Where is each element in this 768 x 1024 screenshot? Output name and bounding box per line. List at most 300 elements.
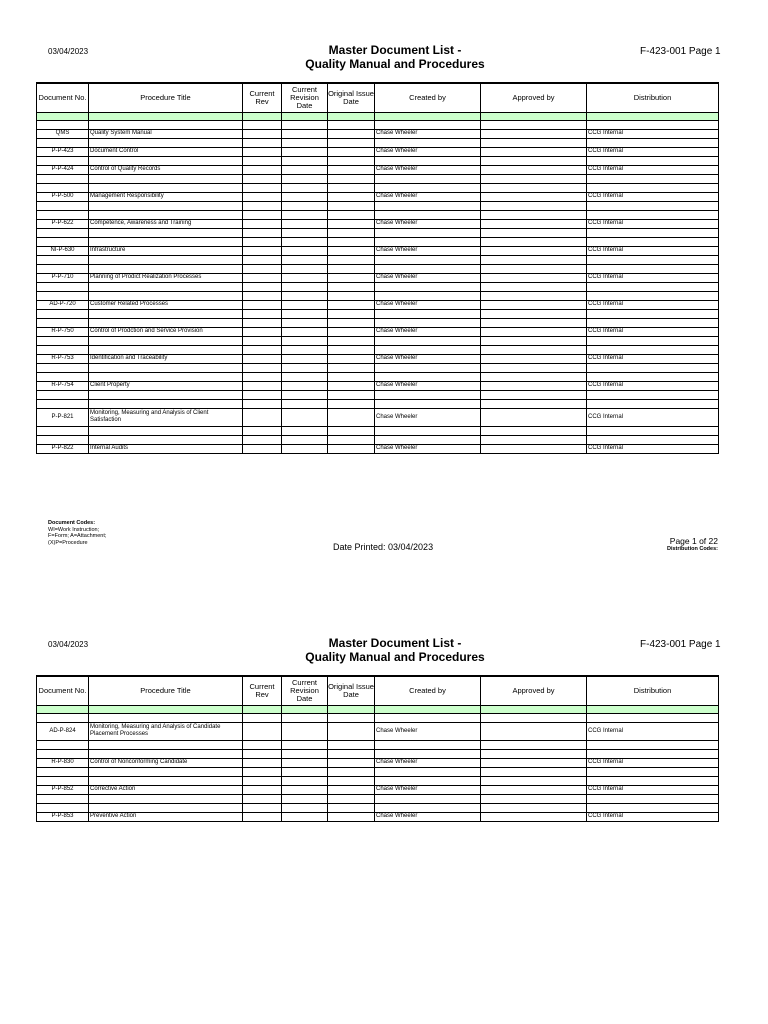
empty-cell xyxy=(89,705,243,713)
empty-cell xyxy=(89,740,243,749)
revision-date xyxy=(282,785,328,794)
empty-cell xyxy=(587,201,719,210)
spacer-row xyxy=(37,767,719,776)
empty-cell xyxy=(243,255,282,264)
empty-cell xyxy=(375,318,481,327)
col-header-distribution: Distribution xyxy=(587,83,719,112)
table-row xyxy=(37,273,719,282)
current-rev xyxy=(243,147,282,156)
empty-cell xyxy=(89,291,243,300)
empty-cell xyxy=(89,112,243,120)
distribution: CCG Internal xyxy=(587,758,719,767)
empty-cell xyxy=(587,713,719,722)
empty-cell xyxy=(243,112,282,120)
empty-cell xyxy=(481,399,587,408)
empty-cell xyxy=(328,201,375,210)
empty-cell xyxy=(282,749,328,758)
empty-cell xyxy=(37,174,89,183)
procedure-title: Client Property xyxy=(89,381,243,390)
codes-line: (X)P=Procedure xyxy=(48,539,88,546)
empty-cell xyxy=(328,336,375,345)
empty-cell xyxy=(375,705,481,713)
created-by: Chase Wheeler xyxy=(375,219,481,228)
form-id: F-423-001 Page 1 xyxy=(640,639,721,650)
spacer-row xyxy=(37,174,719,183)
empty-cell xyxy=(587,390,719,399)
title-line-1: Master Document List - xyxy=(328,636,462,650)
created-by: Chase Wheeler xyxy=(375,785,481,794)
revision-date xyxy=(282,444,328,453)
distribution: CCG Internal xyxy=(587,722,719,740)
empty-cell xyxy=(243,399,282,408)
empty-cell xyxy=(282,390,328,399)
revision-date xyxy=(282,408,328,426)
empty-cell xyxy=(375,112,481,120)
current-rev xyxy=(243,129,282,138)
empty-cell xyxy=(328,156,375,165)
empty-cell xyxy=(481,237,587,246)
empty-cell xyxy=(375,282,481,291)
empty-cell xyxy=(375,767,481,776)
empty-cell xyxy=(375,174,481,183)
distribution: CCG Internal xyxy=(587,273,719,282)
empty-cell xyxy=(243,282,282,291)
procedure-title: Customer Related Processes xyxy=(89,300,243,309)
empty-cell xyxy=(587,264,719,273)
created-by: Chase Wheeler xyxy=(375,444,481,453)
empty-cell xyxy=(328,255,375,264)
empty-cell xyxy=(328,776,375,785)
empty-cell xyxy=(243,794,282,803)
current-rev xyxy=(243,722,282,740)
empty-cell xyxy=(282,255,328,264)
distribution: CCG Internal xyxy=(587,812,719,821)
empty-cell xyxy=(587,336,719,345)
empty-cell xyxy=(375,228,481,237)
revision-date xyxy=(282,812,328,821)
empty-cell xyxy=(481,390,587,399)
document-table xyxy=(36,675,719,822)
distribution: CCG Internal xyxy=(587,246,719,255)
doc-number: AD-P-824 xyxy=(37,722,89,740)
empty-cell xyxy=(375,183,481,192)
form-id: F-423-001 Page 1 xyxy=(640,46,721,57)
revision-date xyxy=(282,354,328,363)
empty-cell xyxy=(282,399,328,408)
spacer-row xyxy=(37,183,719,192)
spacer-row xyxy=(37,237,719,246)
created-by: Chase Wheeler xyxy=(375,273,481,282)
title-line-2: Quality Manual and Procedures xyxy=(305,650,485,664)
issue-date xyxy=(328,812,375,821)
table-row xyxy=(37,408,719,426)
title-line-1: Master Document List - xyxy=(328,43,462,57)
empty-cell xyxy=(328,112,375,120)
document-codes xyxy=(48,520,106,546)
approved-by xyxy=(481,147,587,156)
revision-date xyxy=(282,300,328,309)
empty-cell xyxy=(282,713,328,722)
created-by: Chase Wheeler xyxy=(375,246,481,255)
empty-cell xyxy=(328,363,375,372)
revision-date xyxy=(282,273,328,282)
empty-cell xyxy=(375,435,481,444)
doc-number: P-P-622 xyxy=(37,219,89,228)
spacer-row xyxy=(37,210,719,219)
empty-cell xyxy=(243,174,282,183)
empty-cell xyxy=(243,426,282,435)
empty-cell xyxy=(587,183,719,192)
col-header-issue-date: Original Issue Date xyxy=(328,676,375,705)
spacer-row xyxy=(37,201,719,210)
empty-cell xyxy=(37,318,89,327)
empty-cell xyxy=(37,112,89,120)
header-row xyxy=(37,83,719,112)
empty-cell xyxy=(587,210,719,219)
approved-by xyxy=(481,408,587,426)
empty-cell xyxy=(328,318,375,327)
spacer-row xyxy=(37,282,719,291)
table-body-2 xyxy=(37,705,719,821)
empty-cell xyxy=(282,336,328,345)
empty-cell xyxy=(243,390,282,399)
empty-cell xyxy=(89,426,243,435)
procedure-title: Planning of Prodict Realization Processes xyxy=(89,273,243,282)
revision-date xyxy=(282,327,328,336)
empty-cell xyxy=(587,767,719,776)
empty-cell xyxy=(37,201,89,210)
distribution: CCG Internal xyxy=(587,327,719,336)
col-header-doc-no: Document No. xyxy=(37,83,89,112)
empty-cell xyxy=(587,372,719,381)
empty-cell xyxy=(282,776,328,785)
empty-cell xyxy=(89,237,243,246)
codes-line: WI=Work Instruction; xyxy=(48,526,100,533)
empty-cell xyxy=(481,282,587,291)
empty-cell xyxy=(243,705,282,713)
distribution: CCG Internal xyxy=(587,192,719,201)
header-date: 03/04/2023 xyxy=(48,640,89,649)
col-header-title: Procedure Title xyxy=(89,83,243,112)
issue-date xyxy=(328,300,375,309)
current-rev xyxy=(243,327,282,336)
spacer-row xyxy=(37,776,719,785)
spacer-row xyxy=(37,363,719,372)
col-header-doc-no: Document No. xyxy=(37,676,89,705)
col-header-created-by: Created by xyxy=(375,83,481,112)
empty-cell xyxy=(89,749,243,758)
date-printed: Date Printed: 03/04/2023 xyxy=(333,542,434,552)
empty-cell xyxy=(481,264,587,273)
empty-cell xyxy=(587,112,719,120)
col-header-title: Procedure Title xyxy=(89,676,243,705)
empty-cell xyxy=(89,201,243,210)
empty-cell xyxy=(37,264,89,273)
empty-cell xyxy=(587,138,719,147)
approved-by xyxy=(481,192,587,201)
procedure-title: Infrastructure xyxy=(89,246,243,255)
empty-cell xyxy=(282,318,328,327)
doc-number: P-P-423 xyxy=(37,147,89,156)
empty-cell xyxy=(37,435,89,444)
empty-cell xyxy=(89,120,243,129)
current-rev xyxy=(243,785,282,794)
revision-date xyxy=(282,192,328,201)
issue-date xyxy=(328,129,375,138)
empty-cell xyxy=(587,749,719,758)
doc-number: P-P-500 xyxy=(37,192,89,201)
distribution: CCG Internal xyxy=(587,147,719,156)
table-row xyxy=(37,129,719,138)
empty-cell xyxy=(89,183,243,192)
empty-cell xyxy=(375,309,481,318)
empty-cell xyxy=(481,776,587,785)
empty-cell xyxy=(375,776,481,785)
empty-cell xyxy=(375,390,481,399)
table-row xyxy=(37,246,719,255)
issue-date xyxy=(328,381,375,390)
created-by: Chase Wheeler xyxy=(375,300,481,309)
doc-number: P-P-821 xyxy=(37,408,89,426)
issue-date xyxy=(328,785,375,794)
empty-cell xyxy=(89,713,243,722)
empty-cell xyxy=(282,291,328,300)
empty-cell xyxy=(481,138,587,147)
empty-cell xyxy=(282,740,328,749)
spacer-row xyxy=(37,372,719,381)
empty-cell xyxy=(328,120,375,129)
page-count: Page 1 of 22 xyxy=(669,536,718,546)
empty-cell xyxy=(89,794,243,803)
distribution: CCG Internal xyxy=(587,785,719,794)
approved-by xyxy=(481,246,587,255)
empty-cell xyxy=(587,794,719,803)
approved-by xyxy=(481,165,587,174)
empty-cell xyxy=(89,228,243,237)
empty-cell xyxy=(243,264,282,273)
spacer-row xyxy=(37,255,719,264)
document-title xyxy=(230,43,560,71)
empty-cell xyxy=(89,318,243,327)
doc-number: QMS xyxy=(37,129,89,138)
doc-number: R-P-830 xyxy=(37,758,89,767)
empty-cell xyxy=(282,282,328,291)
empty-cell xyxy=(282,435,328,444)
empty-cell xyxy=(282,803,328,812)
empty-cell xyxy=(375,120,481,129)
empty-cell xyxy=(481,435,587,444)
empty-cell xyxy=(375,291,481,300)
empty-cell xyxy=(282,138,328,147)
empty-cell xyxy=(37,399,89,408)
created-by: Chase Wheeler xyxy=(375,129,481,138)
approved-by xyxy=(481,129,587,138)
empty-cell xyxy=(375,426,481,435)
empty-cell xyxy=(37,237,89,246)
empty-cell xyxy=(375,749,481,758)
empty-cell xyxy=(587,237,719,246)
empty-cell xyxy=(587,363,719,372)
empty-cell xyxy=(243,363,282,372)
empty-cell xyxy=(37,794,89,803)
approved-by xyxy=(481,273,587,282)
empty-cell xyxy=(481,210,587,219)
empty-cell xyxy=(243,740,282,749)
empty-cell xyxy=(243,291,282,300)
empty-cell xyxy=(328,138,375,147)
empty-cell xyxy=(282,264,328,273)
empty-cell xyxy=(587,399,719,408)
empty-cell xyxy=(481,705,587,713)
empty-cell xyxy=(89,210,243,219)
approved-by xyxy=(481,758,587,767)
empty-cell xyxy=(375,336,481,345)
empty-cell xyxy=(37,291,89,300)
empty-cell xyxy=(481,318,587,327)
empty-cell xyxy=(375,237,481,246)
empty-cell xyxy=(243,803,282,812)
created-by: Chase Wheeler xyxy=(375,722,481,740)
empty-cell xyxy=(587,705,719,713)
empty-cell xyxy=(375,713,481,722)
empty-cell xyxy=(328,426,375,435)
empty-cell xyxy=(375,345,481,354)
empty-cell xyxy=(328,767,375,776)
spacer-row xyxy=(37,336,719,345)
empty-cell xyxy=(243,749,282,758)
issue-date xyxy=(328,354,375,363)
empty-cell xyxy=(243,345,282,354)
spacer-row xyxy=(37,228,719,237)
spacer-row xyxy=(37,794,719,803)
doc-number: AD-P-720 xyxy=(37,300,89,309)
empty-cell xyxy=(89,156,243,165)
empty-cell xyxy=(481,794,587,803)
empty-cell xyxy=(89,803,243,812)
distribution: CCG Internal xyxy=(587,408,719,426)
empty-cell xyxy=(328,174,375,183)
approved-by xyxy=(481,354,587,363)
empty-cell xyxy=(328,372,375,381)
empty-cell xyxy=(89,363,243,372)
empty-cell xyxy=(282,237,328,246)
doc-number: P-P-852 xyxy=(37,785,89,794)
table-row xyxy=(37,812,719,821)
table-row xyxy=(37,354,719,363)
approved-by xyxy=(481,300,587,309)
empty-cell xyxy=(587,345,719,354)
empty-cell xyxy=(587,776,719,785)
col-header-rev-date: Current Revision Date xyxy=(282,83,328,112)
empty-cell xyxy=(375,156,481,165)
spacer-row xyxy=(37,309,719,318)
spacer-row xyxy=(37,138,719,147)
empty-cell xyxy=(587,282,719,291)
empty-cell xyxy=(243,318,282,327)
highlight-row xyxy=(37,705,719,713)
issue-date xyxy=(328,246,375,255)
empty-cell xyxy=(481,309,587,318)
empty-cell xyxy=(89,138,243,147)
revision-date xyxy=(282,219,328,228)
procedure-title: Management Responsibility xyxy=(89,192,243,201)
empty-cell xyxy=(328,264,375,273)
empty-cell xyxy=(587,174,719,183)
empty-cell xyxy=(375,138,481,147)
empty-cell xyxy=(89,174,243,183)
empty-cell xyxy=(282,201,328,210)
empty-cell xyxy=(243,156,282,165)
empty-cell xyxy=(37,282,89,291)
empty-cell xyxy=(481,156,587,165)
empty-cell xyxy=(481,112,587,120)
empty-cell xyxy=(37,138,89,147)
empty-cell xyxy=(328,210,375,219)
empty-cell xyxy=(328,399,375,408)
empty-cell xyxy=(89,767,243,776)
spacer-row xyxy=(37,713,719,722)
current-rev xyxy=(243,812,282,821)
created-by: Chase Wheeler xyxy=(375,165,481,174)
procedure-title: Control of Nonconforming Candidate xyxy=(89,758,243,767)
empty-cell xyxy=(89,399,243,408)
empty-cell xyxy=(328,749,375,758)
created-by: Chase Wheeler xyxy=(375,354,481,363)
issue-date xyxy=(328,219,375,228)
spacer-row xyxy=(37,426,719,435)
empty-cell xyxy=(243,309,282,318)
procedure-title: Preventive Action xyxy=(89,812,243,821)
col-header-approved-by: Approved by xyxy=(481,83,587,112)
table-row xyxy=(37,785,719,794)
empty-cell xyxy=(375,740,481,749)
empty-cell xyxy=(375,264,481,273)
created-by: Chase Wheeler xyxy=(375,147,481,156)
empty-cell xyxy=(37,803,89,812)
empty-cell xyxy=(375,803,481,812)
issue-date xyxy=(328,444,375,453)
empty-cell xyxy=(89,776,243,785)
empty-cell xyxy=(37,183,89,192)
issue-date xyxy=(328,165,375,174)
empty-cell xyxy=(37,372,89,381)
spacer-row xyxy=(37,390,719,399)
empty-cell xyxy=(375,794,481,803)
spacer-row xyxy=(37,264,719,273)
table-row xyxy=(37,381,719,390)
doc-number: P-P-424 xyxy=(37,165,89,174)
doc-number: R-P-753 xyxy=(37,354,89,363)
empty-cell xyxy=(481,740,587,749)
empty-cell xyxy=(243,120,282,129)
empty-cell xyxy=(37,713,89,722)
spacer-row xyxy=(37,120,719,129)
distribution: CCG Internal xyxy=(587,444,719,453)
distribution: CCG Internal xyxy=(587,219,719,228)
empty-cell xyxy=(587,120,719,129)
table-row xyxy=(37,147,719,156)
procedure-title: Internal Audits xyxy=(89,444,243,453)
spacer-row xyxy=(37,291,719,300)
empty-cell xyxy=(243,183,282,192)
approved-by xyxy=(481,722,587,740)
current-rev xyxy=(243,273,282,282)
distribution: CCG Internal xyxy=(587,381,719,390)
approved-by xyxy=(481,785,587,794)
issue-date xyxy=(328,758,375,767)
empty-cell xyxy=(587,228,719,237)
empty-cell xyxy=(481,372,587,381)
